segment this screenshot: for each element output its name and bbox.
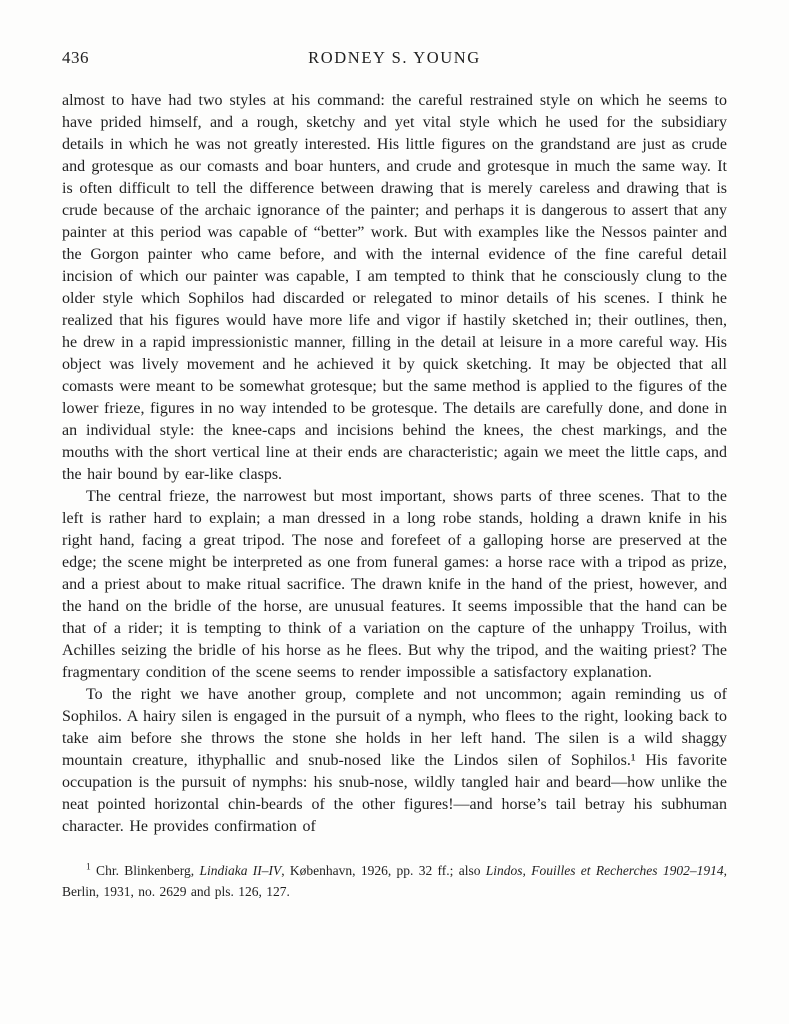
page-number: 436: [62, 48, 89, 67]
footnote: [62, 860, 727, 902]
footnote-title-italic: Lindiaka II–IV: [199, 863, 282, 878]
footnote-text-segment: Chr. Blinkenberg,: [90, 863, 200, 878]
body-paragraph-1: almost to have had two styles at his command: the careful restrained style on which he seems to have prided himself, and a rough, sketchy and yet vital style which he used for the subsidiary details in which he was not greatly interested. His little figures on the grandstand are just as crude and grotesque as our comasts and boar hunters, and crude and grotesque in much the same way. It is often difficult to tell the difference between drawing that is merely careless and drawing that is crude because of the archaic ignorance of the painter; and perhaps it is dangerous to assert that any painter at this period was capable of “better” work. But with examples like the Nessos painter and the Gorgon painter who came before, and with the internal evidence of the fine careful detail incision of which our painter was capable, I am tempted to think that he consciously clung to the older style which Sophilos had discarded or relegated to minor details of his scenes. I think he realized that his figures would have more life and vigor if hastily sketched in; their outlines, then, he drew in a rapid impressionistic manner, filling in the detail at leisure in a more careful way. His object was lively movement and he achieved it by quick sketching. It may be objected that all comasts were meant to be somewhat grotesque; but the same method is applied to the figures of the lower frieze, figures in no way intended to be grotesque. The details are carefully done, and done in an individual style: the knee-caps and incisions behind the knees, the chest markings, and the mouths with the short vertical line at their ends are characteristic; again we meet the little caps, and the hair bound by ear-like clasps.: [62, 92, 727, 483]
body-paragraph-2: The central frieze, the narrowest but most important, shows parts of three scenes. That to the left is rather hard to explain; a man dressed in a long robe stands, holding a drawn knife in his right hand, facing a great tripod. The nose and forefeet of a galloping horse are preserved at the edge; the scene might be interpreted as one from funeral games: a horse race with a tripod as prize, and a priest about to make ritual sacrifice. The drawn knife in the hand of the priest, however, and the hand on the bridle of the horse, are unusual features. It seems impossible that the hand can be that of a rider; it is tempting to think of a variation on the capture of the unhappy Troilus, with Achilles seizing the bridle of his horse as he flees. But why the tripod, and the waiting priest? The fragmentary condition of the scene seems to render impossible a satisfactory explanation.: [62, 488, 727, 681]
footnote-text-segment: , København, 1926, pp. 32 ff.; also: [281, 863, 486, 878]
page-header: [62, 48, 727, 70]
article-body: [62, 90, 727, 838]
footnote-title-italic: Lindos, Fouilles et Recherches 1902–1914: [485, 863, 724, 878]
running-head: RODNEY S. YOUNG: [308, 48, 481, 67]
footnote-text-segment: , Berlin, 1931, no. 2629 and pls. 126, 127.: [62, 863, 727, 899]
body-paragraph-3: To the right we have another group, complete and not uncommon; again reminding us of Sophilos. A hairy silen is engaged in the pursuit of a nymph, who flees to the right, looking back to take aim before she throws the stone she holds in her left hand. The silen is a wild shaggy mountain creature, ithyphallic and snub-nosed like the Lindos silen of Sophilos.¹ His favorite occupation is the pursuit of nymphs: his snub-nose, wildly tangled hair and beard—how unlike the neat pointed horizontal chin-beards of the other figures!—and horse’s tail betray his subhuman character. He provides confirmation of: [62, 686, 727, 835]
footnote-marker: 1: [86, 862, 91, 873]
